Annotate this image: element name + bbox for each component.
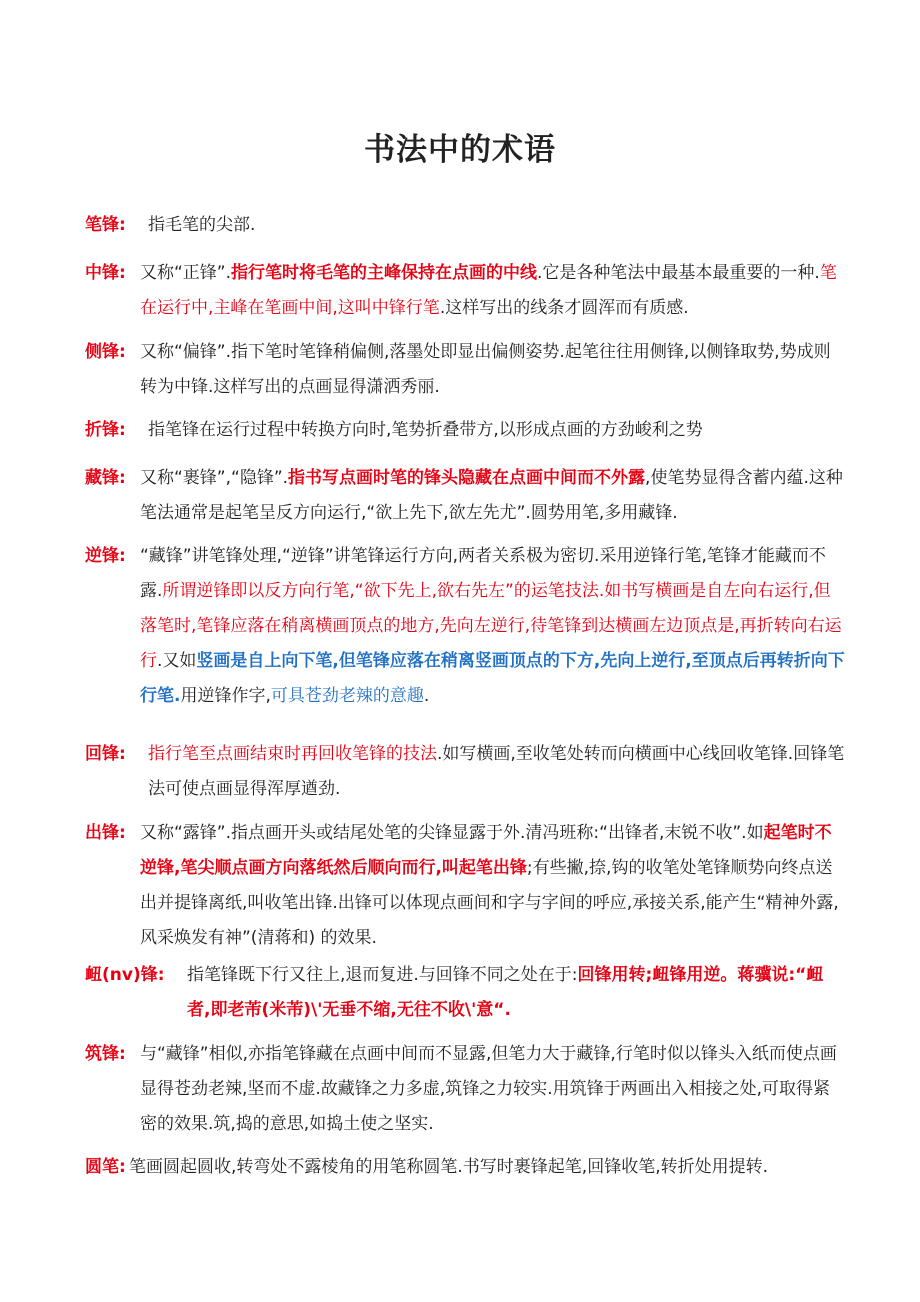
entry-nvfeng: [85, 958, 845, 1028]
term-label: 逆锋:: [85, 546, 126, 566]
entry-yuanbi: [85, 1150, 845, 1185]
entry-text: .: [423, 686, 430, 706]
entry-chufeng: [85, 816, 845, 956]
entry-zhefeng: [85, 413, 845, 448]
entry-cangfeng: [85, 461, 845, 531]
term-label: 笔锋:: [85, 215, 126, 235]
highlight-text: 笔在运行中,主峰在笔画中间,这叫中锋行笔: [140, 263, 837, 318]
entry-text: 笔画圆起圆收,转弯处不露棱角的用笔称圆笔.书写时裹锋起笔,回锋收笔,转折处用提转.: [129, 1157, 769, 1177]
highlight-text: 所谓逆锋即以反方向行笔,“欲下先上,欲右先左”的运笔技法.如书写横画是自左向右运行,但落笔时,笔锋应落在稍离横画顶点的地方,先向左逆行,待笔锋到达横画左边顶点是,再折转向右运行: [140, 581, 842, 671]
entry-text: .它是各种笔法中最基本最重要的一种.: [537, 263, 820, 283]
entry-zhongfeng: [85, 256, 845, 326]
term-label: 出锋:: [85, 823, 126, 843]
highlight-text: 指行笔至点画结束时再回收笔锋的技法: [148, 744, 437, 764]
entry-cefeng: [85, 335, 845, 405]
page-title: 书法中的术语: [364, 132, 556, 168]
term-label: 圆笔:: [85, 1157, 126, 1177]
entry-text: 又称“偏锋”.指下笔时笔锋稍偏侧,落墨处即显出偏侧姿势.起笔往往用侧锋,以侧锋取势,势成则转为中锋.这样写出的点画显得潇洒秀丽.: [140, 342, 831, 397]
entry-text: ;有些撇,捺,钩的收笔处笔锋顺势向终点送出并提锋离纸,叫收笔出锋.出锋可以体现点画间和字与字间的呼应,承接关系,能产生“精神外露,风采焕发有神”(清蒋和) 的效果.: [140, 858, 839, 948]
highlight-text-blue: 可具苍劲老辣的意趣: [270, 686, 424, 706]
entry-text: 又称“露锋”.指点画开头或结尾处笔的尖锋显露于外.清冯班称:“出锋者,末锐不收”.如: [140, 823, 764, 843]
highlight-text: 指行笔时将毛笔的主峰保持在点画的中线: [231, 263, 538, 283]
entry-text: “藏锋”讲笔锋处理,“逆锋”讲笔锋运行方向,两者关系极为密切.采用逆锋行笔,笔锋才能藏而不露.: [140, 546, 826, 601]
term-label: 筑锋:: [85, 1044, 126, 1064]
term-label: 衄(nv)锋:: [85, 965, 165, 985]
highlight-text: 指书写点画时笔的锋头隐藏在点画中间而不外露: [288, 468, 646, 488]
entry-text: 又称“正锋”.: [140, 263, 232, 283]
entry-text: ,使笔势显得含蓄内蕴.这种笔法通常是起笔呈反方向运行,“欲上先下,欲左先尤”.圆势用笔,多用藏锋.: [140, 468, 843, 523]
term-label: 侧锋:: [85, 342, 126, 362]
highlight-text: 起笔时不逆锋,笔尖顺点画方向落纸然后顺向而行,叫起笔出锋: [140, 823, 832, 878]
highlight-text-blue: 竖画是自上向下笔,但笔锋应落在稍离竖画顶点的下方,先向上逆行,至顶点后再转折向下行笔.: [140, 651, 845, 706]
entry-huifeng: [85, 737, 845, 807]
entry-text: .如写横画,至收笔处转而向横画中心线回收笔锋.回锋笔法可使点画显得浑厚遒劲.: [148, 744, 845, 799]
entry-text: .这样写出的线条才圆浑而有质感.: [439, 298, 689, 318]
entry-zhufeng: [85, 1037, 845, 1142]
entry-bifeng: [85, 208, 845, 243]
entry-nifeng: [85, 539, 845, 714]
highlight-text: 回锋用转;衄锋用逆。蒋骥说:“衄者,即老芾(米芾)\'无垂不缩,无往不收\'意“.: [187, 965, 824, 1020]
entry-text: 又称“裹锋”,“隐锋”.: [140, 468, 289, 488]
entry-text: .又如: [157, 651, 197, 671]
entry-text: 用逆锋作字,: [180, 686, 271, 706]
term-label: 中锋:: [85, 263, 126, 283]
entry-text: 与“藏锋”相似,亦指笔锋藏在点画中间而不显露,但笔力大于藏锋,行笔时似以锋头入纸而使点画显得苍劲老辣,坚而不虚.故藏锋之力多虚,筑锋之力较实.用筑锋于两画出入相接之处,可取得紧密的效果.筑,捣的意思,如捣土使之坚实.: [140, 1044, 837, 1134]
term-label: 回锋:: [85, 744, 126, 764]
entry-text: 指笔锋既下行又往上,退而复进.与回锋不同之处在于:: [187, 965, 578, 985]
entry-text: 指毛笔的尖部.: [148, 215, 256, 235]
entry-text: 指笔锋在运行过程中转换方向时,笔势折叠带方,以形成点画的方劲峻利之势: [148, 420, 703, 440]
term-label: 藏锋:: [85, 468, 126, 488]
term-label: 折锋:: [85, 420, 126, 440]
